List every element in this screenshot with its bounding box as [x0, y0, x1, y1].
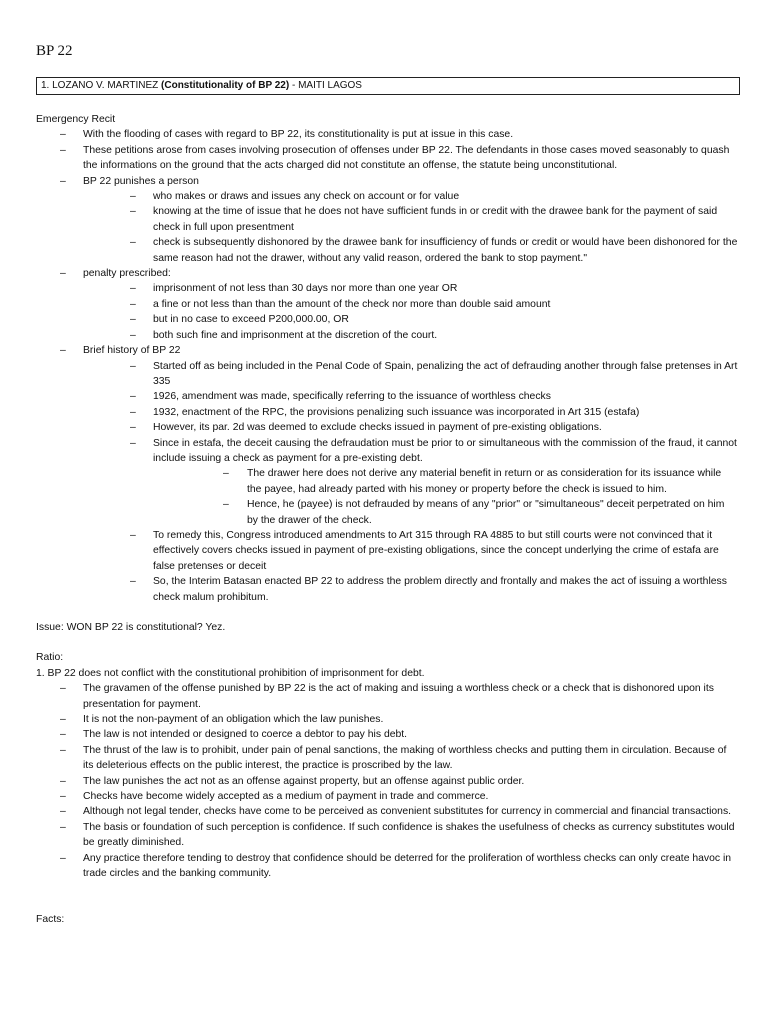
dash-bullet: – [130, 314, 136, 326]
dash-bullet: – [130, 329, 136, 341]
dash-bullet: – [60, 175, 66, 187]
dash-bullet: – [223, 499, 229, 511]
list-item: – penalty prescribed: – imprisonment of not less than 30 days nor more than one year OR – a fine or not less than than the amount of the check nor more than double said amount – but in no case to exceed P200,000.00, OR – both such fine and imprisonment at the discretion of the court. [36, 266, 738, 343]
case-header-box [36, 77, 740, 95]
dash-bullet: – [130, 360, 136, 372]
sub-list [130, 281, 738, 343]
dash-bullet: – [60, 729, 66, 741]
list-item: – 1926, amendment was made, specifically referring to the issuance of worthless checks [83, 389, 738, 404]
dash-bullet: – [60, 683, 66, 695]
dash-bullet: – [60, 345, 66, 357]
issue-line: Issue: WON BP 22 is constitutional? Yez. [36, 622, 226, 633]
ratio-list [36, 681, 738, 881]
list-item: – Any practice therefore tending to destroy that confidence should be deterred for the proliferation of worthless checks can only create havoc in trade circles and the banking community. [60, 852, 732, 880]
list-item: – a fine or not less than than the amount of the check nor more than double said amount [83, 297, 738, 312]
list-item: – However, its par. 2d was deemed to exclude checks issued in payment of pre-existing obligations. [83, 420, 738, 435]
dash-bullet: – [130, 437, 136, 449]
case-author: - MAITI LAGOS [289, 80, 362, 91]
list-item: – Started off as being included in the Penal Code of Spain, penalizing the act of defrauding another through false pretenses in Art 335 [130, 360, 738, 387]
ratio-heading: Ratio: [36, 652, 64, 664]
list-item: – Brief history of BP 22 – Started off as being included in the Penal Code of Spain, penalizing the act of defrauding another through false pretenses in Art 335 – 1926, amendment was made, specifically referring to the issuance of worthless checks – 1932, enactment of the RPC, the provisions penalizing such issuance was incorporated in Art 315 (estafa) – However, its par. 2d was deemed to exclude checks issued in payment of pre-existing obligations. – Since in estafa, the deceit causing the defraudation must be prior to or simultaneous with the commission of the fraud, it cannot include issuing a check as payment for a pre-existing debt. – The drawer here does not derive any material benefit in return or as consideration for its issuance while the payee, had already parted with his money or property before the check is issued to him. – Hence, he (payee) is not defrauded by means of any "prior" or "simultaneous" deceit perpetrated on him by the drawer of the check. – To remedy this, Congress introduced amendments to Art 315 through RA 4885 to but still courts were not convinced that it effectively covers checks issued in payment of pre-existing obligations, since the concept underlying the crime of estafa are false pretenses or deceit – So, the Interim Batasan enacted BP 22 to address the problem directly and frontally and makes the act of issuing a worthless check malum prohibitum. [36, 343, 738, 605]
dash-bullet: – [60, 129, 66, 141]
dash-bullet: – [130, 191, 136, 203]
list-item: – Although not legal tender, checks have come to be perceived as convenient substitutes for currency in commercial and financial transactions. [36, 804, 738, 819]
list-item: – The law is not intended or designed to coerce a debtor to pay his debt. [36, 727, 738, 742]
dash-bullet: – [60, 744, 66, 756]
dash-bullet: – [130, 237, 136, 249]
list-item: – Checks have become widely accepted as a medium of payment in trade and commerce. [36, 789, 738, 804]
recit-heading: Emergency Recit [36, 114, 116, 125]
list-item: – who makes or draws and issues any check on account or for value [83, 189, 738, 204]
dash-bullet: – [130, 283, 136, 295]
recit-list [36, 127, 738, 605]
list-item: – Since in estafa, the deceit causing the defraudation must be prior to or simultaneous with the commission of the fraud, it cannot include issuing a check as payment for a pre-existing debt. – The drawer here does not derive any material benefit in return or as consideration for its issuance while the payee, had already parted with his money or property before the check is issued to him. – Hence, he (payee) is not defrauded by means of any "prior" or "simultaneous" deceit perpetrated on him by the drawer of the check. [83, 436, 738, 528]
dash-bullet: – [130, 391, 136, 403]
facts-heading: Facts: [36, 913, 65, 925]
case-topic: (Constitutionality of BP 22) [161, 80, 290, 91]
list-item: – The drawer here does not derive any material benefit in return or as consideration for its issuance while the payee, had already parted with his money or property before the check is issued to him. [223, 468, 722, 495]
case-title: 1. LOZANO V. MARTINEZ [41, 80, 162, 91]
dash-bullet: – [130, 529, 136, 541]
ratio-point: 1. BP 22 does not conflict with the constitutional prohibition of imprisonment for debt. [36, 667, 425, 679]
dash-bullet: – [60, 852, 66, 864]
list-item: – imprisonment of not less than 30 days nor more than one year OR [83, 281, 738, 296]
list-item: – both such fine and imprisonment at the discretion of the court. [83, 328, 738, 343]
dash-bullet: – [60, 775, 66, 787]
dash-bullet: – [223, 468, 229, 480]
sub-list [130, 359, 738, 606]
list-item: – knowing at the time of issue that he does not have sufficient funds in or credit with the drawee bank for the payment of said check in full upon presentment [130, 206, 718, 233]
document-title: BP 22 [36, 43, 73, 59]
dash-bullet: – [130, 406, 136, 418]
list-item: – Hence, he (payee) is not defrauded by means of any "prior" or "simultaneous" deceit perpetrated on him by the drawer of the check. [223, 499, 725, 526]
dash-bullet: – [130, 576, 136, 588]
dash-bullet: – [60, 714, 66, 726]
list-item: – but in no case to exceed P200,000.00, OR [83, 312, 738, 327]
list-item: – It is not the non-payment of an obligation which the law punishes. [36, 712, 738, 727]
dash-bullet: – [60, 268, 66, 280]
dash-bullet: – [130, 298, 136, 310]
dash-bullet: – [60, 791, 66, 803]
list-item: – So, the Interim Batasan enacted BP 22 to address the problem directly and frontally and makes the act of issuing a worthless check malum prohibitum. [130, 576, 727, 603]
dash-bullet: – [60, 821, 66, 833]
dash-bullet: – [130, 422, 136, 434]
list-item: – BP 22 punishes a person – who makes or draws and issues any check on account or for value – knowing at the time of issue that he does not have sufficient funds in or credit with the drawee bank for the payment of said check in full upon presentment – check is subsequently dishonored by the drawee bank for insufficiency of funds or credit or would have been dishonored for the same reason had not the drawer, without any valid reason, ordered the bank to stop payment." [36, 174, 738, 266]
list-item: – The gravamen of the offense punished by BP 22 is the act of making and issuing a worthless check or a check that is dishonored upon its presentation for payment. [60, 683, 714, 710]
list-item: – The thrust of the law is to prohibit, under pain of penal sanctions, the making of worthless checks and putting them in circulation. Because of its deleterious effects on the public interest, the practice is proscribed by the law. [60, 744, 727, 772]
list-item: – These petitions arose from cases involving prosecution of offenses under BP 22. The defendants in those cases moved seasonably to quash the informations on the ground that the acts charged did not constitute an offense, the statute being unconstitutional. [60, 144, 730, 172]
list-item: – With the flooding of cases with regard to BP 22, its constitutionality is put at issue in this case. [36, 127, 738, 142]
list-item: – check is subsequently dishonored by the drawee bank for insufficiency of funds or credit or would have been dishonored for the same reason had not the drawer, without any valid reason, ordered the bank to stop payment." [130, 237, 738, 264]
dash-bullet: – [60, 144, 66, 156]
list-item: – To remedy this, Congress introduced amendments to Art 315 through RA 4885 to but still courts were not convinced that it effectively covers checks issued in payment of pre-existing obligations, since the concept underlying the crime of estafa are false pretenses or deceit [130, 529, 719, 572]
list-item: – The law punishes the act not as an offense against property, but an offense against public order. [36, 774, 738, 789]
sub-sub-list [223, 466, 738, 528]
list-item: – The basis or foundation of such perception is confidence. If such confidence is shakes the usefulness of checks as currency substitutes would be greatly diminished. [60, 821, 735, 849]
dash-bullet: – [60, 806, 66, 818]
sub-list [130, 189, 738, 266]
list-item: – 1932, enactment of the RPC, the provisions penalizing such issuance was incorporated in Art 315 (estafa) [83, 405, 738, 420]
dash-bullet: – [130, 206, 136, 218]
